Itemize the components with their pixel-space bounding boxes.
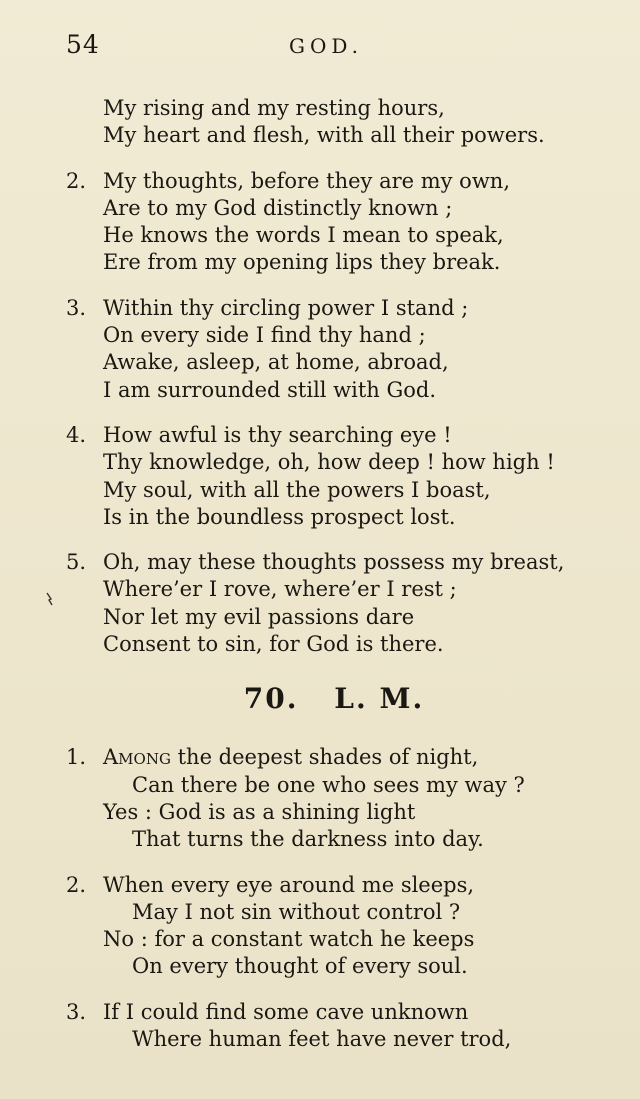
verse-line: My soul, with all the powers I boast,	[103, 477, 491, 502]
stanza	[0, 872, 640, 981]
stanza	[0, 168, 640, 277]
verse-line: On every side I find thy hand ;	[103, 323, 426, 348]
running-head: GOD.	[288, 34, 364, 58]
verse-line: That turns the darkness into day.	[132, 827, 484, 852]
verse-line: No : for a constant watch he keeps	[103, 927, 475, 952]
page-number: 54	[66, 30, 100, 59]
hymn-number: 70.	[243, 682, 299, 716]
verse-line: Ere from my opening lips they break.	[103, 250, 501, 275]
verse-line: 3. If I could find some cave unknown	[0, 999, 640, 1026]
verse-line: 3. Within thy circling power I stand ;	[0, 295, 640, 322]
page-header	[0, 30, 640, 70]
stanza-number: 1.	[66, 745, 87, 770]
stanza-number: 4.	[66, 422, 87, 447]
stanza	[0, 95, 640, 150]
verse-line: 1. Among the deepest shades of night,	[0, 744, 640, 771]
stanza-number: 5.	[66, 550, 87, 575]
verse-line: I am surrounded still with God.	[103, 377, 437, 402]
verse-line: 2. When every eye around me sleeps,	[0, 872, 640, 899]
verse-line: Are to my God distinctly known ;	[103, 195, 453, 220]
stanza	[0, 295, 640, 404]
verse-line: May I not sin without control ?	[132, 899, 461, 924]
verse-line: 5. Oh, may these thoughts possess my breast,	[0, 549, 640, 576]
verse-line: Nor let my evil passions dare	[103, 604, 415, 629]
stanza-number: 3.	[66, 999, 87, 1024]
verse-line: 2. My thoughts, before they are my own,	[0, 168, 640, 195]
verse-line: Can there be one who sees my way ?	[132, 772, 525, 797]
initial-word: Among	[103, 745, 171, 770]
verse-line: Yes : God is as a shining light	[103, 799, 416, 824]
verse-line: Where human feet have never trod,	[132, 1027, 512, 1052]
verse-line: On every thought of every soul.	[132, 954, 468, 979]
verse-line: Where’er I rove, where’er I rest ;	[103, 577, 457, 602]
verse-line: Is in the boundless prospect lost.	[103, 504, 456, 529]
stanza	[0, 744, 640, 853]
stanza	[0, 422, 640, 531]
hymn-heading	[0, 682, 640, 738]
verse-line: My rising and my resting hours,	[103, 96, 445, 120]
stanza	[0, 999, 640, 1054]
verse-line: Thy knowledge, oh, how deep ! how high !	[103, 450, 555, 475]
verse-line: 4. How awful is thy searching eye !	[0, 422, 640, 449]
verse-line: Awake, asleep, at home, abroad,	[103, 350, 449, 375]
hymn-meter: L. M.	[334, 682, 425, 716]
stanza-number: 2.	[66, 168, 87, 193]
hymn-text	[0, 95, 640, 1071]
verse-line: He knows the words I mean to speak,	[103, 223, 504, 248]
stanza	[0, 549, 640, 658]
stanza-number: 2.	[66, 872, 87, 897]
stanza-number: 3.	[66, 295, 87, 320]
verse-line: My heart and flesh, with all their powers.	[103, 123, 545, 148]
verse-line: Consent to sin, for God is there.	[103, 632, 444, 657]
